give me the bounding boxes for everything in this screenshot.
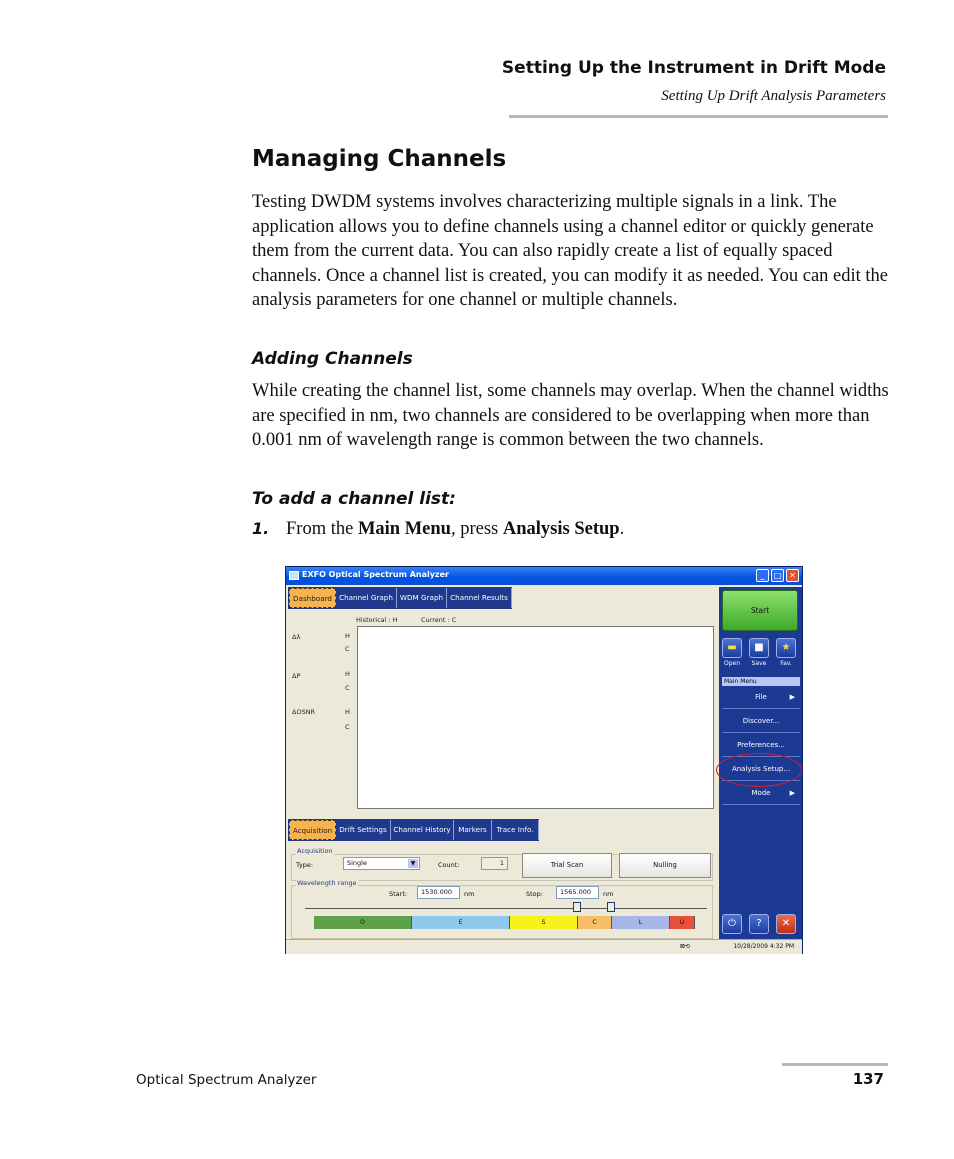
menu-item-label: Preferences... [737, 741, 785, 749]
open-label: Open [723, 660, 741, 667]
metric-h: H [345, 632, 350, 640]
stop-label: Stop: [526, 890, 543, 898]
tab-trace-info[interactable]: Trace Info. [492, 820, 539, 840]
close-button[interactable]: ✕ [786, 569, 799, 582]
tab-dashboard[interactable]: Dashboard [289, 588, 336, 608]
count-label: Count: [438, 861, 460, 869]
status-clock: 10/28/2009 4:32 PM [733, 943, 794, 950]
exit-icon[interactable]: ✕ [776, 914, 796, 934]
band-u: U [670, 916, 695, 929]
start-button[interactable]: Start [722, 590, 798, 631]
chevron-down-icon: ▼ [408, 859, 418, 868]
step-text: . [619, 519, 625, 539]
tab-wdm-graph[interactable]: WDM Graph [397, 588, 447, 608]
step-bold-main-menu: Main Menu [357, 519, 451, 539]
band-o: O [314, 916, 412, 929]
range-start-handle[interactable] [573, 902, 581, 912]
fav-label: Fav. [780, 660, 792, 667]
tab-acquisition[interactable]: Acquisition [289, 820, 336, 840]
wavelength-group [291, 885, 713, 939]
start-unit: nm [464, 890, 475, 898]
metric-c: C [345, 645, 350, 653]
tab-channel-results[interactable]: Channel Results [447, 588, 512, 608]
band-e: E [412, 916, 510, 929]
band-l: L [612, 916, 670, 929]
band-s: S [510, 916, 578, 929]
help-icon[interactable]: ? [749, 914, 769, 934]
page-number: 137 [852, 1070, 884, 1088]
status-icons: ⊠⟲ [680, 943, 691, 950]
app-window [285, 566, 803, 954]
running-header-title: Setting Up the Instrument in Drift Mode [501, 58, 886, 78]
type-select[interactable] [343, 857, 420, 870]
save-label: Save [751, 660, 767, 667]
minimize-button[interactable]: _ [756, 569, 769, 582]
step-text: , press [450, 519, 503, 539]
step-text: From the [286, 519, 358, 539]
star-icon[interactable]: ★ [776, 638, 796, 658]
nulling-button[interactable]: Nulling [619, 853, 711, 878]
type-label: Type: [296, 861, 314, 869]
running-header-subtitle: Setting Up Drift Analysis Parameters [661, 88, 886, 104]
historical-legend: Historical : H [356, 616, 398, 624]
metric-label-delta-osnr: ΔOSNR [292, 708, 316, 716]
metric-label-delta-lambda: Δλ [292, 633, 301, 641]
procedure-heading: To add a channel list: [252, 489, 456, 509]
overlap-paragraph: While creating the channel list, some channels may overlap. When the channel widths are specified in nm, two channels are considered to be overlapping when more than 0.001 nm of wavelength range is common between the two channels. [252, 381, 889, 451]
menu-item-discover[interactable] [722, 710, 800, 733]
menu-item-label: Analysis Setup... [731, 765, 791, 773]
folder-icon[interactable]: ▬ [722, 638, 742, 658]
save-icon[interactable]: ■ [749, 638, 769, 658]
tab-markers[interactable]: Markers [454, 820, 492, 840]
count-field[interactable]: 1 [481, 857, 508, 870]
step-bold-analysis-setup: Analysis Setup [502, 519, 620, 539]
current-legend: Current : C [421, 616, 457, 624]
tab-channel-graph[interactable]: Channel Graph [336, 588, 397, 608]
tab-channel-history[interactable]: Channel History [391, 820, 454, 840]
chevron-right-icon: ▶ [789, 693, 795, 701]
acquisition-group-label: Acquisition [297, 847, 333, 855]
main-menu-title: Main Menu [722, 677, 800, 686]
header-rule [509, 115, 888, 118]
metric-c: C [345, 723, 350, 731]
drift-graph-area [357, 626, 714, 809]
metric-c: C [345, 684, 350, 692]
range-slider-track [305, 908, 707, 909]
menu-item-file[interactable] [722, 686, 800, 709]
top-tab-bar [288, 587, 512, 609]
analysis-setup-highlight [716, 753, 802, 787]
maximize-button[interactable]: □ [771, 569, 784, 582]
footer-product-name: Optical Spectrum Analyzer [136, 1072, 317, 1088]
stop-wavelength-field[interactable]: 1565.000 [556, 886, 599, 899]
section-heading: Managing Channels [252, 146, 507, 172]
app-icon [289, 571, 299, 580]
menu-item-label: Mode [751, 789, 771, 797]
menu-item-label: Discover... [742, 717, 780, 725]
status-bar [286, 939, 802, 954]
tab-drift-settings[interactable]: Drift Settings [336, 820, 391, 840]
start-label: Start: [389, 890, 408, 898]
menu-item-label: File [755, 693, 767, 701]
trial-scan-button[interactable]: Trial Scan [522, 853, 612, 878]
intro-paragraph: Testing DWDM systems involves characterizing multiple signals in a link. The application allows you to define channels using a channel editor or quickly generate them from the current data. You can also rapidly create a list of equally spaced channels. Once a channel list is created, you can modify it as needed. You can edit the analysis parameters for one channel or multiple channels. [252, 192, 888, 311]
footer-rule [782, 1063, 888, 1066]
stop-unit: nm [603, 890, 614, 898]
window-title: EXFO Optical Spectrum Analyzer [302, 570, 449, 579]
wavelength-group-label: Wavelength range [297, 879, 357, 887]
power-icon[interactable]: ⏻ [722, 914, 742, 934]
band-c: C [578, 916, 612, 929]
window-titlebar [286, 567, 802, 585]
metric-label-delta-p: ΔP [292, 672, 301, 680]
type-select-value: Single [347, 859, 367, 867]
metric-h: H [345, 670, 350, 678]
start-wavelength-field[interactable]: 1530.000 [417, 886, 460, 899]
chevron-right-icon: ▶ [789, 789, 795, 797]
range-stop-handle[interactable] [607, 902, 615, 912]
step-number: 1. [252, 519, 270, 538]
bottom-tab-bar [288, 819, 539, 841]
dashboard-pane [288, 587, 718, 816]
procedure-step-1 [252, 519, 624, 540]
metric-h: H [345, 708, 350, 716]
subsection-heading: Adding Channels [252, 349, 413, 369]
